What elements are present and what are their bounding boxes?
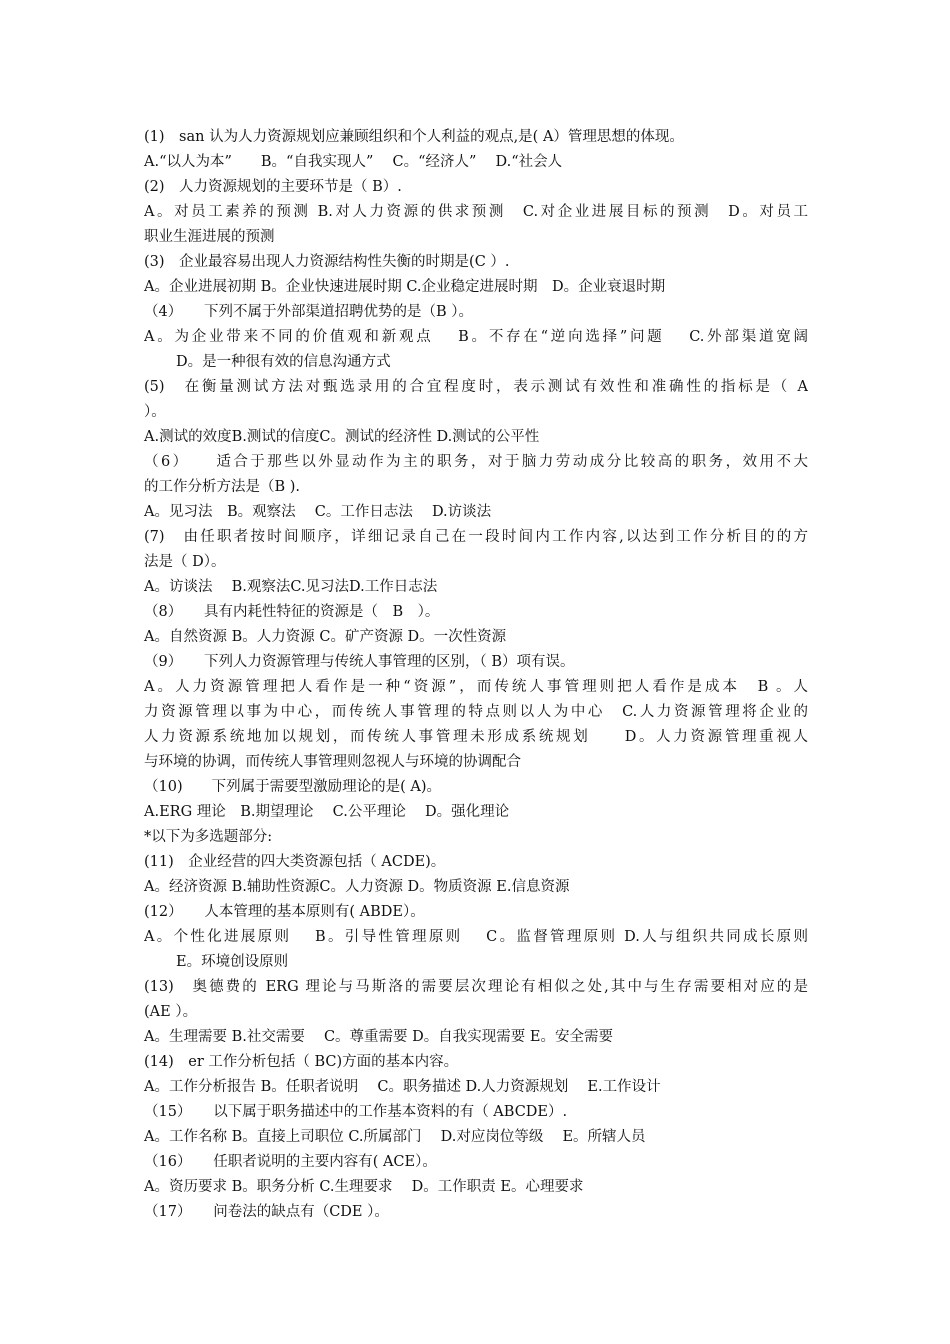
text-line: （17） 问卷法的缺点有（CDE ）。 [144,1204,389,1220]
text-line: A。企业进展初期 B。企业快速进展时期 C.企业稳定进展时期 D。企业衰退时期 [144,279,666,295]
text-line: （6） 适合于那些以外显动作为主的职务，对于脑力劳动成分比较高的职务，效用不大 [144,454,808,470]
text-line: （16） 任职者说明的主要内容有( ACE）。 [144,1154,437,1170]
text-line: 与环境的协调，而传统人事管理则忽视人与环境的协调配合 [144,754,521,770]
text-line: 人力资源系统地加以规划，而传统人事管理未形成系统规划 D。人力资源管理重视人 [144,729,808,745]
text-line: 的工作分析方法是（B ). [144,479,301,495]
text-line: (AE ）。 [144,1004,198,1020]
text-line: 法是（ D）。 [144,554,226,570]
text-line: A。见习法 B。观察法 C。工作日志法 D.访谈法 [144,504,492,520]
text-line: A。工作名称 B。直接上司职位 C.所属部门 D.对应岗位等级 E。所辖人员 [144,1129,646,1145]
text-line: （10) 下列属于需要型激励理论的是( A)。 [144,779,442,795]
text-line: (2) 人力资源规划的主要环节是（ B）. [144,179,402,195]
text-line: (11) 企业经营的四大类资源包括（ ACDE)。 [144,854,446,870]
text-line: A.测试的效度B.测试的信度C。测试的经济性 D.测试的公平性 [144,429,540,445]
text-line: A。资历要求 B。职务分析 C.生理要求 D。工作职责 E。心理要求 [144,1179,584,1195]
text-line: A.ERG 理论 B.期望理论 C.公平理论 D。强化理论 [144,804,510,820]
text-line: (12） 人本管理的基本原则有( ABDE）。 [144,904,425,920]
text-line: A。生理需要 B.社交需要 C。尊重需要 D。自我实现需要 E。安全需要 [144,1029,613,1045]
text-line: (1) san 认为人力资源规划应兼顾组织和个人利益的观点,是( A）管理思想的体现。 [144,129,684,145]
text-line: （4） 下列不属于外部渠道招聘优势的是（B ）。 [144,304,473,320]
text-line: （9） 下列人力资源管理与传统人事管理的区别，（ B）项有误。 [144,654,575,670]
text-line: (14) er 工作分析包括（ BC)方面的基本内容。 [144,1054,459,1070]
text-line: A。对员工素养的预测 B.对人力资源的供求预测 C.对企业进展目标的预测 D。对员工 [144,204,808,220]
text-line: A。经济资源 B.辅助性资源C。人力资源 D。物质资源 E.信息资源 [144,879,570,895]
text-line: 力资源管理以事为中心，而传统人事管理的特点则以人为中心 C.人力资源管理将企业的 [144,704,808,720]
text-line: （15） 以下属于职务描述中的工作基本资料的有（ ABCDE）. [144,1104,568,1120]
text-line: (7) 由任职者按时间顺序，详细记录自己在一段时间内工作内容,以达到工作分析目的的方 [144,529,808,545]
text-line: A。为企业带来不同的价值观和新观点 B。不存在“逆向选择”问题 C.外部渠道宽阔 [144,329,808,345]
text-line: A。个性化进展原则 B。引导性管理原则 C。监督管理原则 D.人与组织共同成长原则 [144,929,808,945]
text-line: A。工作分析报告 B。任职者说明 C。职务描述 D.人力资源规划 E.工作设计 [144,1079,661,1095]
document-body [144,125,808,1225]
text-line: *以下为多选题部分: [144,829,273,845]
text-line: E。环境创设原则 [176,954,289,970]
text-line: A。人力资源管理把人看作是一种“资源”，而传统人事管理则把人看作是成本 B 。人 [144,679,808,695]
text-line: （8） 具有内耗性特征的资源是（ B ）。 [144,604,440,620]
text-line: (5) 在衡量测试方法对甄选录用的合宜程度时，表示测试有效性和准确性的指标是（ A [144,379,808,395]
text-line: 职业生涯进展的预测 [144,229,275,245]
text-line: A.“以人为本” B。“自我实现人” C。“经济人” D.“社会人 [144,154,563,170]
text-line: (13) 奥德费的 ERG 理论与马斯洛的需要层次理论有相似之处,其中与生存需要相对应的是 [144,979,808,995]
text-line: D。是一种很有效的信息沟通方式 [176,354,391,370]
text-line: A。自然资源 B。人力资源 C。矿产资源 D。一次性资源 [144,629,507,645]
text-line: A。访谈法 B.观察法C.见习法D.工作日志法 [144,579,438,595]
text-line: ）。 [144,404,166,420]
text-line: (3) 企业最容易出现人力资源结构性失衡的时期是(C ）. [144,254,510,270]
